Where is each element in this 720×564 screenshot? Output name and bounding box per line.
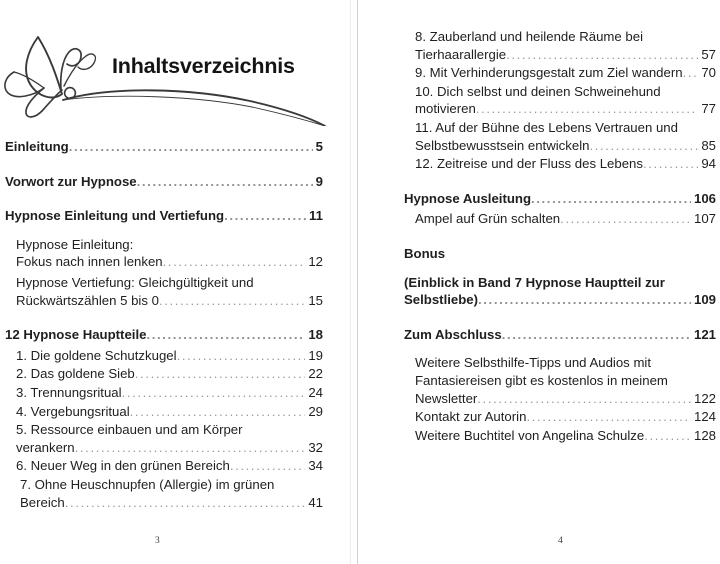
toc-entry-page-number: 121: [693, 326, 716, 342]
toc-entry-title: 9. Mit Verhinderungsgestalt zum Ziel wandern: [415, 65, 683, 81]
toc-entry-title: Vorwort zur Hypnose: [5, 173, 137, 189]
toc-entry: [16, 274, 323, 309]
toc-entry-page-number: 12: [308, 254, 323, 270]
toc-entry: [404, 326, 716, 344]
toc-entry-page-number: 24: [308, 384, 323, 400]
toc-entry-title: Einleitung: [5, 139, 69, 154]
toc-entry-page-number: 107: [693, 211, 716, 227]
toc-entry: [415, 408, 716, 426]
dot-leader: [163, 253, 306, 271]
toc-entry-title: 12. Zeitreise und der Fluss des Lebens: [415, 156, 643, 172]
toc-entry-title: Zum Abschluss: [404, 326, 502, 342]
toc-entry: [5, 138, 323, 156]
toc-entry: [16, 384, 323, 402]
dot-leader: [75, 439, 306, 457]
toc-entry-title: motivieren: [415, 101, 476, 117]
dot-leader: [177, 347, 306, 365]
toc-list-left: [5, 138, 323, 511]
toc-entry: [415, 64, 716, 82]
toc-entry: [16, 236, 323, 271]
toc-entry-title: Selbstliebe): [404, 292, 479, 308]
toc-entry-title-line: Fantasiereisen gibt es kostenlos in meinem: [415, 372, 668, 388]
toc-entry-title-line: Hypnose Einleitung:: [16, 236, 134, 252]
toc-entry-title-line: 8. Zauberland und heilende Räume bei: [415, 29, 644, 44]
folio-left: 3: [155, 536, 160, 546]
toc-entry-title: Rückwärtszählen 5 bis 0: [16, 292, 159, 308]
dot-leader: [478, 291, 691, 309]
toc-entry-page-number: 19: [308, 347, 323, 363]
dot-leader: [589, 137, 698, 155]
toc-entry: [16, 347, 323, 365]
page-gutter-line-soft: [350, 0, 351, 564]
toc-entry: [415, 83, 716, 118]
dot-leader: [230, 457, 306, 475]
toc-entry-title-line: 7. Ohne Heuschnupfen (Allergie) im grünen: [20, 476, 275, 492]
toc-entry-page-number: 29: [308, 403, 323, 419]
dot-leader: [643, 155, 698, 173]
toc-entry-title: Weitere Buchtitel von Angelina Schulze: [415, 427, 645, 443]
toc-entry: [404, 274, 716, 309]
toc-entry-page-number: 9: [315, 173, 323, 189]
toc-entry-title: 3. Trennungsritual: [16, 384, 122, 400]
dot-leader: [526, 408, 691, 426]
toc-entry-title: 1. Die goldene Schutzkugel: [16, 347, 177, 363]
dot-leader: [476, 100, 698, 118]
toc-entry-title: Ampel auf Grün schalten: [415, 211, 561, 227]
dot-leader: [531, 190, 691, 208]
left-page: [0, 0, 350, 564]
toc-list-right: [404, 28, 716, 444]
dot-leader: [560, 210, 691, 228]
dot-leader: [137, 173, 313, 191]
dot-leader: [122, 384, 306, 402]
toc-entry-page-number: 15: [308, 292, 323, 308]
toc-entry-page-number: 122: [693, 390, 716, 406]
dot-leader: [502, 326, 691, 344]
toc-entry-page-number: 22: [308, 366, 323, 382]
toc-entry-title: verankern: [16, 439, 75, 455]
toc-entry: [16, 421, 323, 456]
dot-leader: [477, 390, 691, 408]
toc-entry-page-number: 109: [693, 292, 716, 308]
toc-entry: [404, 190, 716, 208]
toc-entry-title-line: Weitere Selbsthilfe-Tipps und Audios mit: [415, 355, 652, 371]
toc-entry-title: Bonus: [404, 245, 446, 261]
dot-leader: [69, 138, 313, 156]
toc-entry: [415, 427, 716, 445]
toc-entry-title: Tierhaarallergie: [415, 46, 507, 62]
toc-entry: [404, 245, 716, 263]
toc-entry-title-line: 11. Auf der Bühne des Lebens Vertrauen und: [415, 119, 678, 135]
toc-entry-page-number: 128: [693, 427, 716, 443]
toc-entry: [415, 354, 716, 407]
folio-right: 4: [558, 536, 563, 546]
toc-entry: [5, 326, 323, 344]
toc-entry-title-line: (Einblick in Band 7 Hypnose Hauptteil zur: [404, 274, 665, 290]
dot-leader: [135, 365, 306, 383]
dot-leader: [146, 326, 305, 344]
toc-entry-page-number: 32: [308, 439, 323, 455]
toc-entry-page-number: 11: [309, 208, 323, 224]
toc-entry-page-number: 5: [315, 139, 323, 154]
toc-entry-title: Hypnose Ausleitung: [404, 190, 532, 206]
toc-entry-title: Hypnose Einleitung und Vertiefung: [5, 208, 225, 224]
toc-entry-page-number: 57: [701, 46, 716, 62]
toc-entry: [415, 119, 716, 154]
masthead: [0, 8, 340, 126]
toc-entry-title: Fokus nach innen lenken: [16, 254, 163, 270]
toc-entry-title: 6. Neuer Weg in den grünen Bereich: [16, 458, 230, 474]
page-title: Inhaltsverzeichnis: [112, 54, 295, 78]
toc-entry-page-number: 85: [701, 137, 716, 153]
dot-leader: [224, 207, 306, 225]
dot-leader: [130, 403, 306, 421]
toc-entry: [16, 403, 323, 421]
toc-entry-title-line: 10. Dich selbst und deinen Schweinehund: [415, 83, 661, 99]
toc-entry-title: Bereich: [20, 494, 65, 510]
toc-entry-page-number: 106: [693, 190, 716, 206]
toc-entry-page-number: 124: [693, 409, 716, 425]
toc-entry-title: Newsletter: [415, 390, 478, 406]
toc-entry-title: 4. Vergebungsritual: [16, 403, 130, 419]
toc-entry-page-number: 77: [701, 101, 716, 117]
dot-leader: [65, 494, 306, 512]
toc-entry-title-line: 5. Ressource einbauen und am Körper: [16, 422, 243, 438]
dot-leader: [159, 292, 305, 310]
dot-leader: [644, 427, 691, 445]
toc-entry-page-number: 94: [701, 156, 716, 172]
toc-entry: [415, 210, 716, 228]
toc-entry-page-number: 34: [308, 458, 323, 474]
toc-entry: [415, 28, 716, 63]
toc-entry: [16, 457, 323, 475]
toc-entry-title: 2. Das goldene Sieb: [16, 366, 135, 382]
dot-leader: [506, 46, 698, 64]
toc-entry-page-number: 70: [701, 65, 716, 81]
toc-entry: [20, 476, 323, 511]
dot-leader: [683, 64, 699, 82]
toc-entry: [5, 207, 323, 225]
toc-entry-page-number: 18: [308, 327, 323, 343]
right-page: [358, 0, 720, 564]
toc-entry-title: Kontakt zur Autorin: [415, 409, 527, 425]
toc-entry: [5, 173, 323, 191]
toc-entry: [415, 155, 716, 173]
toc-entry-page-number: 41: [308, 494, 323, 510]
toc-entry-title: Selbstbewusstsein entwickeln: [415, 137, 590, 153]
toc-entry: [16, 365, 323, 383]
toc-entry-title-line: Hypnose Vertiefung: Gleichgültigkeit und: [16, 274, 254, 290]
toc-entry-title: 12 Hypnose Hauptteile: [5, 327, 147, 343]
